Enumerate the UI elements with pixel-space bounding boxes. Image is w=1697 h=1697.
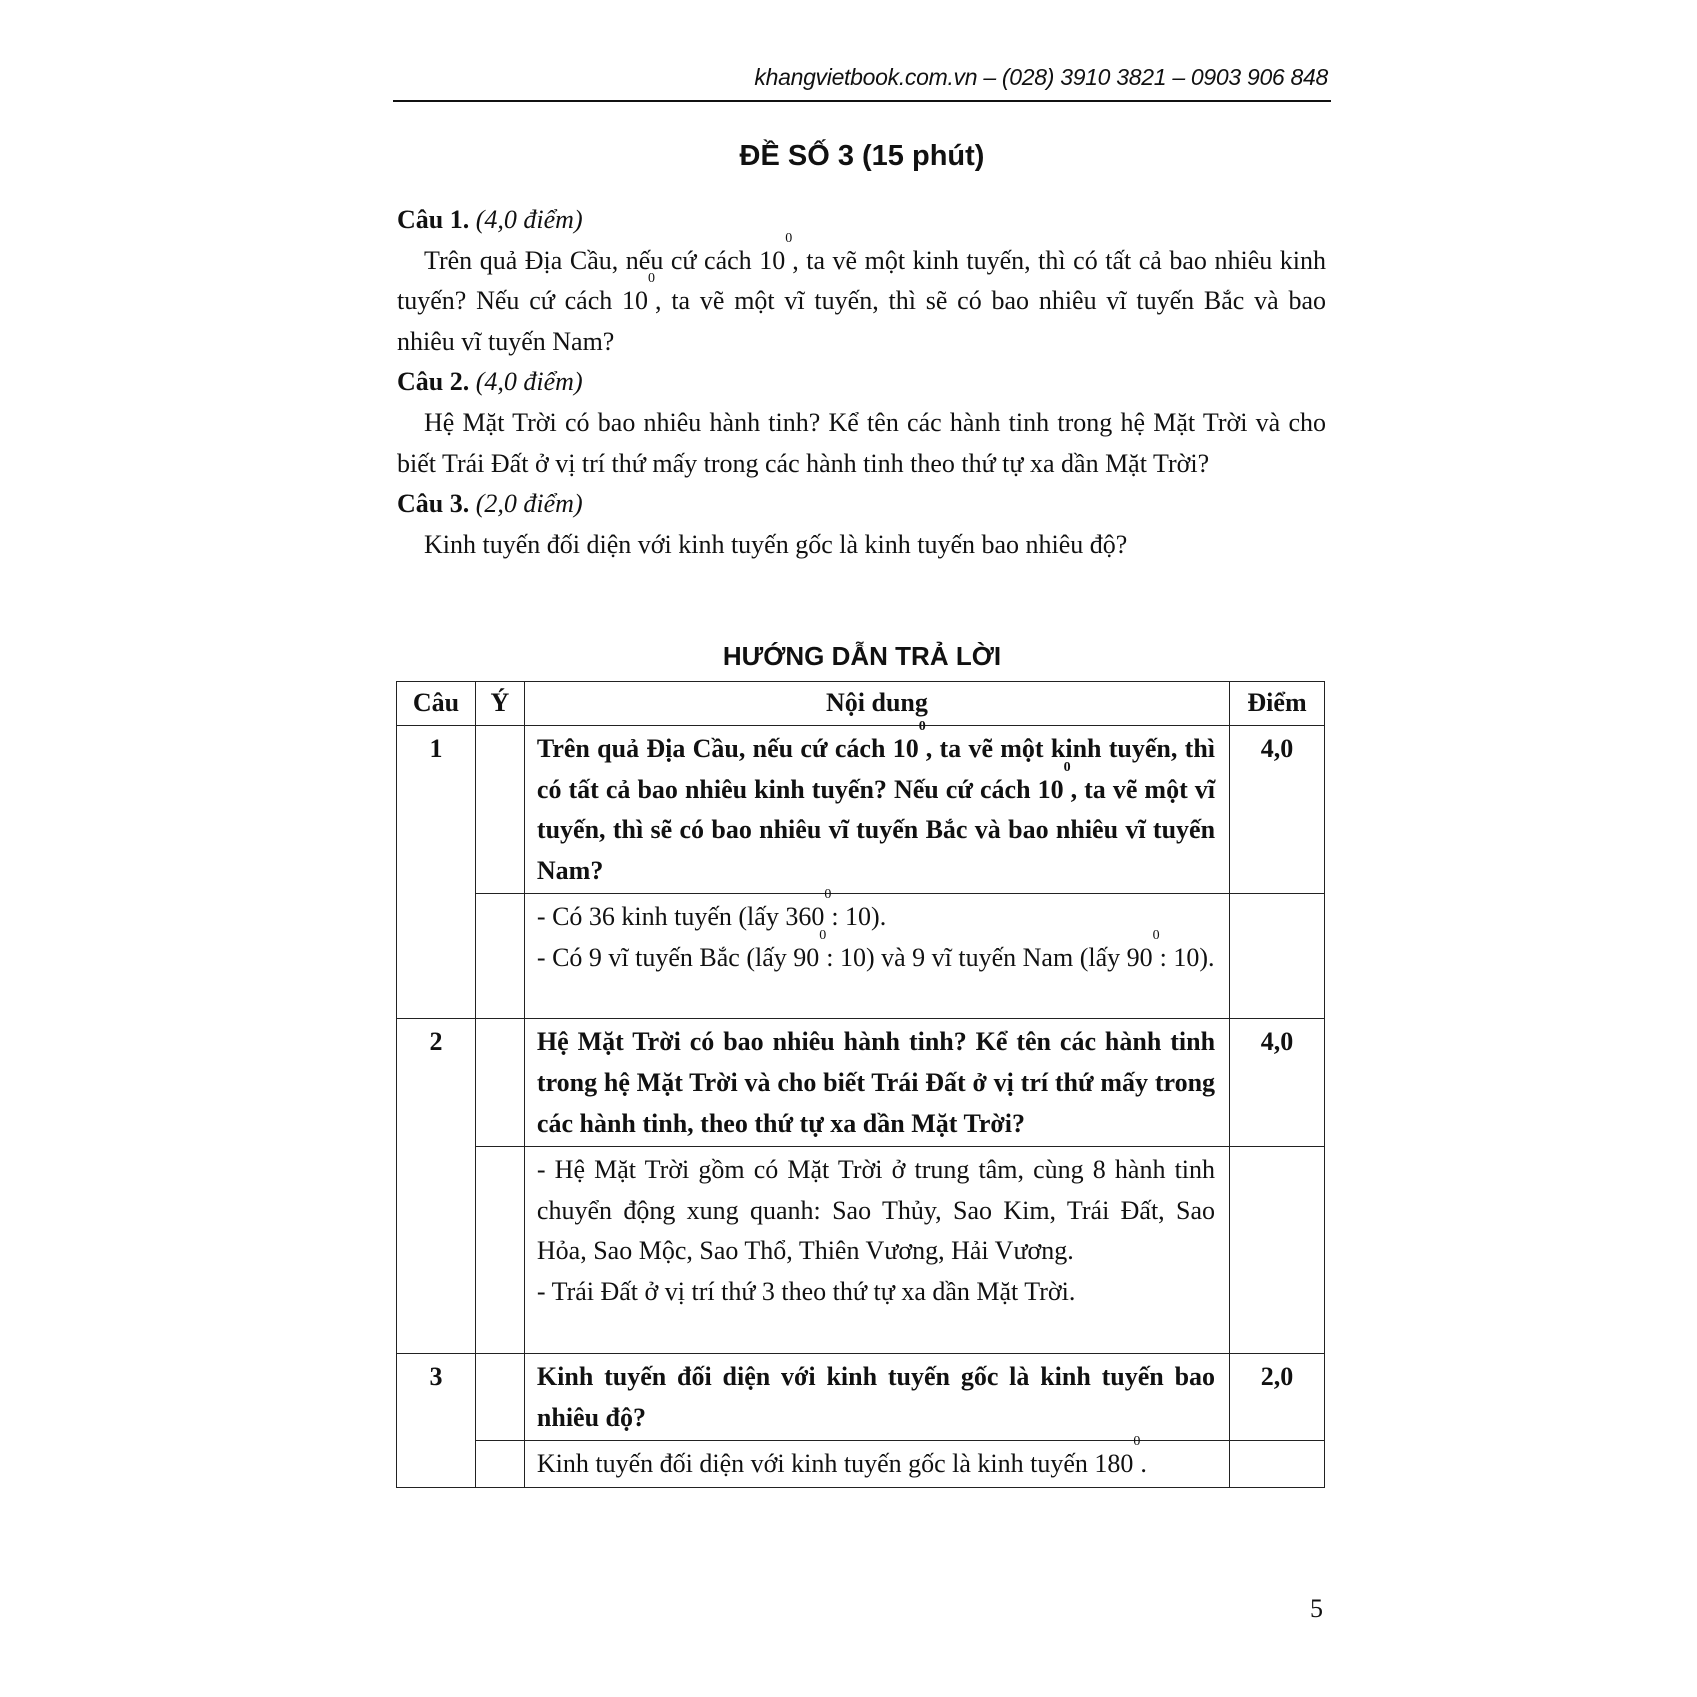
question-3-heading — [397, 484, 1326, 525]
question-label: Câu 3. — [397, 489, 470, 519]
diem-cell: 4,0 — [1230, 726, 1325, 894]
question-points: (2,0 điểm) — [475, 489, 583, 519]
answer-line: - Có 36 kinh tuyến (lấy $360^0$: 10). — [536, 887, 887, 932]
running-header: khangvietbook.com.vn – (028) 3910 3821 – 0903 906 848 — [754, 64, 1328, 90]
answer-cell — [524, 887, 1229, 1019]
y-cell — [475, 894, 524, 1019]
header-diem: Điểm — [1230, 682, 1325, 726]
page-title: ĐỀ SỐ 3 (15 phút) — [739, 140, 985, 172]
page-number: 5 — [1310, 1594, 1323, 1623]
cau-number: 2 — [397, 1019, 476, 1354]
table-row — [397, 1354, 1325, 1441]
header-noi-dung: Nội dung — [524, 682, 1229, 726]
question-points: (4,0 điểm) — [475, 205, 583, 234]
header-rule — [393, 100, 1331, 102]
question-2-text: Hệ Mặt Trời có bao nhiêu hành tinh? Kể tên các hành tinh trong hệ Mặt Trời và cho biết Trái Đất ở vị trí thứ mấy trong các hành tinh theo thứ tự xa dần Mặt Trời? — [397, 407, 1326, 478]
question-label: Câu 2. — [397, 367, 470, 397]
question-cell: Trên quả Địa Cầu, nếu cứ cách $10^0$, ta vẽ một kinh tuyến, thì có tất cả bao nhiêu kinh tuyến? Nếu cứ cách $10^0$, ta vẽ một vĩ tuyến, thì sẽ có bao nhiêu vĩ tuyến Bắc và bao nhiêu vĩ tuyến Nam? — [524, 726, 1229, 894]
table-row — [397, 1019, 1325, 1147]
answer-cell — [524, 1147, 1229, 1354]
diem-cell — [1230, 1441, 1325, 1488]
table-row — [397, 1441, 1325, 1488]
question-3-text: Kinh tuyến đối diện với kinh tuyến gốc là kinh tuyến bao nhiêu độ? — [424, 529, 1128, 559]
y-cell — [475, 726, 524, 894]
header-y: Ý — [475, 682, 524, 726]
header-cau: Câu — [397, 682, 476, 726]
answer-cell: Kinh tuyến đối diện với kinh tuyến gốc là kinh tuyến $180^0$. — [524, 1441, 1229, 1488]
question-cell: Hệ Mặt Trời có bao nhiêu hành tinh? Kể tên các hành tinh trong hệ Mặt Trời và cho biết Trái Đất ở vị trí thứ mấy trong các hành tinh, theo thứ tự xa dần Mặt Trời? — [524, 1019, 1229, 1147]
table-header-row — [397, 682, 1325, 726]
cau-number: 3 — [397, 1354, 476, 1488]
question-1-text: Trên quả Địa Cầu, nếu cứ cách $10^0$, ta vẽ một kinh tuyến, thì có tất cả bao nhiêu kinh tuyến? Nếu cứ cách $10^0$, ta vẽ một vĩ tuyến, thì sẽ có bao nhiêu vĩ tuyến Bắc và bao nhiêu vĩ tuyến Nam? — [397, 230, 1327, 356]
question-2-heading — [397, 362, 1326, 403]
question-label: Câu 1. — [397, 205, 470, 234]
diem-cell — [1230, 1147, 1325, 1354]
table-row — [397, 726, 1325, 894]
question-cell: Kinh tuyến đối diện với kinh tuyến gốc là kinh tuyến bao nhiêu độ? — [524, 1354, 1229, 1441]
y-cell — [475, 1147, 524, 1354]
answer-table — [396, 681, 1325, 1488]
question-points: (4,0 điểm) — [475, 367, 583, 397]
answer-line: - Hệ Mặt Trời gồm có Mặt Trời ở trung tâm, cùng 8 hành tinh chuyển động xung quanh: Sao Thủy, Sao Kim, Trái Đất, Sao Hỏa, Sao Mộc, Sao Thổ, Thiên Vương, Hải Vương. — [536, 1155, 1216, 1266]
y-cell — [475, 1019, 524, 1147]
answer-line: - Có 9 vĩ tuyến Bắc (lấy $90^0$: 10) và 9 vĩ tuyến Nam (lấy $90^0$: 10). — [536, 927, 1215, 972]
y-cell — [475, 1441, 524, 1488]
cau-number: 1 — [397, 726, 476, 1019]
questions-section — [397, 200, 1326, 565]
table-row — [397, 1147, 1325, 1354]
answer-section-title: HƯỚNG DẪN TRẢ LỜI — [722, 641, 1002, 671]
diem-cell: 4,0 — [1230, 1019, 1325, 1147]
question-1-heading — [397, 200, 1326, 241]
y-cell — [475, 1354, 524, 1441]
answer-line: - Trái Đất ở vị trí thứ 3 theo thứ tự xa dần Mặt Trời. — [536, 1276, 1076, 1306]
diem-cell: 2,0 — [1230, 1354, 1325, 1441]
diem-cell — [1230, 894, 1325, 1019]
table-row — [397, 894, 1325, 1019]
